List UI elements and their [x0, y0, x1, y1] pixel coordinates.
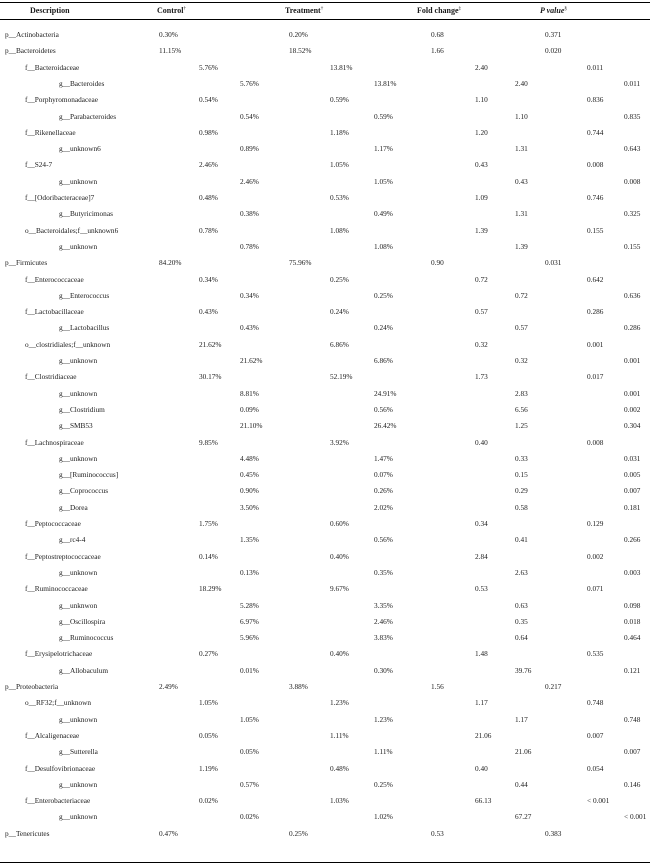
p-value: 0.098 — [624, 600, 641, 610]
control-value: 2.49% — [159, 682, 178, 691]
p-value: 0.002 — [624, 404, 641, 414]
p-value: 0.005 — [624, 470, 641, 480]
control-value: 2.46% — [199, 160, 218, 170]
row-label: g__unknown — [59, 176, 98, 186]
control-value: 5.28% — [240, 600, 259, 610]
control-value: 0.78% — [240, 241, 259, 251]
p-value: 0.535 — [587, 649, 604, 659]
fold-change-value: 1.56 — [431, 682, 444, 691]
treatment-value: 0.26% — [374, 486, 393, 496]
treatment-value: 0.25% — [289, 828, 308, 838]
p-value: 0.007 — [587, 730, 604, 740]
fold-change-value: 0.72 — [515, 290, 528, 300]
header-p-value: P value§ — [540, 6, 567, 15]
row-label: o__clostridiales;f__unknown — [25, 339, 111, 349]
fold-change-value: 0.53 — [431, 828, 444, 838]
p-value: 0.748 — [587, 698, 604, 708]
treatment-value: 3.35% — [374, 600, 393, 610]
row-label: f__Enterobacteriaceae — [25, 796, 91, 806]
row-label: p__Proteobacteria — [5, 682, 59, 691]
fold-change-value: 1.73 — [475, 372, 488, 382]
control-value: 0.90% — [240, 486, 259, 496]
row-label: g__Bacteroides — [59, 78, 105, 88]
fold-change-value: 2.40 — [515, 78, 528, 88]
fold-change-value: 0.58 — [515, 502, 528, 512]
row-label: g__SMB53 — [59, 421, 93, 431]
p-value: 0.383 — [545, 828, 562, 838]
p-value: 0.304 — [624, 421, 641, 431]
row-label: f__Peptococcaceae — [25, 519, 81, 528]
row-label: g__unknwon — [59, 600, 98, 610]
row-label: o__RF32;f__unknown — [25, 698, 92, 708]
row-label: g__unknown — [59, 356, 98, 365]
treatment-value: 3.92% — [330, 437, 349, 447]
treatment-value: 0.24% — [330, 307, 349, 317]
control-value: 18.29% — [199, 584, 222, 594]
fold-change-value: 0.68 — [431, 30, 444, 39]
control-value: 0.02% — [199, 796, 218, 806]
treatment-value: 1.17% — [374, 144, 393, 154]
treatment-value: 2.02% — [374, 502, 393, 512]
fold-change-value: 0.57 — [475, 307, 488, 317]
treatment-value: 3.88% — [289, 682, 308, 691]
row-label: g__Sutterella — [59, 747, 98, 757]
treatment-value: 1.11% — [374, 747, 393, 757]
treatment-value: 0.56% — [374, 404, 393, 414]
treatment-value: 24.91% — [374, 388, 397, 398]
fold-change-value: 2.84 — [475, 551, 488, 561]
p-value: < 0.001 — [624, 812, 647, 822]
row-label: g__[Ruminococcus] — [59, 470, 119, 480]
fold-change-value: 1.20 — [475, 127, 488, 137]
treatment-value: 1.05% — [374, 176, 393, 186]
fold-change-value: 0.64 — [515, 633, 528, 643]
control-value: 21.62% — [199, 339, 222, 349]
treatment-value: 1.11% — [330, 730, 349, 740]
control-value: 0.48% — [199, 193, 218, 202]
row-label: f__Alcaligenaceae — [25, 730, 80, 740]
p-value: 0.002 — [587, 551, 604, 561]
fold-change-value: 0.40 — [475, 763, 488, 773]
fold-change-value: 1.66 — [431, 46, 444, 56]
fold-change-value: 1.17 — [475, 698, 488, 708]
row-label: g__unknown6 — [59, 144, 101, 154]
p-value: 0.146 — [624, 779, 641, 789]
row-label: f__Porphyromonadaceae — [25, 95, 98, 105]
fold-change-value: 39.76 — [515, 665, 532, 675]
p-value: 0.001 — [587, 339, 604, 349]
control-value: 0.43% — [240, 323, 259, 333]
row-label: f__Peptostreptococcaceae — [25, 551, 101, 561]
p-value: 0.325 — [624, 209, 641, 219]
control-value: 1.75% — [199, 519, 218, 528]
treatment-value: 1.18% — [330, 127, 349, 137]
fold-change-value: 0.15 — [515, 470, 528, 480]
fold-change-value: 2.83 — [515, 388, 528, 398]
fold-change-value: 0.40 — [475, 437, 488, 447]
treatment-value: 0.59% — [374, 111, 393, 121]
control-value: 0.13% — [240, 567, 259, 577]
fold-change-value: 0.41 — [515, 535, 528, 545]
row-label: f__Lachnospiraceae — [25, 437, 84, 447]
top-rule — [0, 2, 650, 3]
row-label: f__Ruminococcaceae — [25, 584, 88, 594]
p-value: 0.011 — [624, 78, 641, 88]
fold-change-value: 1.31 — [515, 144, 528, 154]
control-value: 21.10% — [240, 421, 263, 431]
treatment-value: 13.81% — [330, 62, 353, 72]
fold-change-value: 66.13 — [475, 796, 492, 806]
fold-change-value: 1.48 — [475, 649, 488, 659]
p-value: 0.748 — [624, 714, 641, 724]
row-label: g__Oscillospira — [59, 616, 106, 626]
row-label: f__[Odoribacteraceae]7 — [25, 193, 95, 202]
control-value: 0.05% — [240, 747, 259, 757]
bottom-rule — [0, 862, 650, 863]
fold-change-value: 1.10 — [515, 111, 528, 121]
row-label: f__Enterococcaceae — [25, 274, 84, 284]
header-description: Description — [30, 6, 70, 15]
control-value: 0.54% — [240, 111, 259, 121]
control-value: 5.76% — [199, 62, 218, 72]
treatment-value: 6.86% — [330, 339, 349, 349]
control-value: 0.09% — [240, 404, 259, 414]
control-value: 84.20% — [159, 258, 182, 268]
treatment-value: 1.03% — [330, 796, 349, 806]
control-value: 0.47% — [159, 828, 178, 838]
control-value: 0.57% — [240, 779, 259, 789]
control-value: 0.01% — [240, 665, 259, 675]
treatment-value: 0.25% — [330, 274, 349, 284]
header-treatment: Treatment† — [285, 6, 324, 15]
control-value: 0.30% — [159, 30, 178, 39]
treatment-value: 52.19% — [330, 372, 353, 382]
fold-change-value: 0.43 — [475, 160, 488, 170]
row-label: g__unknown — [59, 241, 98, 251]
treatment-value: 0.48% — [330, 763, 349, 773]
fold-change-value: 0.90 — [431, 258, 444, 268]
p-value: 0.008 — [587, 437, 604, 447]
control-value: 6.97% — [240, 616, 259, 626]
fold-change-value: 1.39 — [515, 241, 528, 251]
row-label: g__Allobaculum — [59, 665, 109, 675]
control-value: 2.46% — [240, 176, 259, 186]
p-value: 0.155 — [624, 241, 641, 251]
fold-change-value: 0.29 — [515, 486, 528, 496]
fold-change-value: 0.35 — [515, 616, 528, 626]
treatment-value: 0.59% — [330, 95, 349, 105]
p-value: 0.835 — [624, 111, 641, 121]
row-label: f__Erysipelotrichaceae — [25, 649, 93, 659]
treatment-value: 0.30% — [374, 665, 393, 675]
p-value: 0.121 — [624, 665, 641, 675]
treatment-value: 0.25% — [374, 779, 393, 789]
fold-change-value: 0.72 — [475, 274, 488, 284]
p-value: < 0.001 — [587, 796, 610, 806]
treatment-value: 1.05% — [330, 160, 349, 170]
row-label: f__S24-7 — [25, 160, 53, 170]
p-value: 0.001 — [624, 356, 641, 365]
fold-change-value: 0.32 — [515, 356, 528, 365]
control-value: 0.27% — [199, 649, 218, 659]
row-label: g__unknown — [59, 714, 98, 724]
p-value: 0.017 — [587, 372, 604, 382]
p-value: 0.018 — [624, 616, 641, 626]
row-label: p__Tenericutes — [5, 828, 50, 838]
row-label: f__Clostridiaceae — [25, 372, 77, 382]
p-value: 0.155 — [587, 225, 604, 235]
p-value: 0.643 — [624, 144, 641, 154]
treatment-value: 1.47% — [374, 453, 393, 463]
control-value: 0.34% — [240, 290, 259, 300]
fold-change-value: 1.31 — [515, 209, 528, 219]
control-value: 0.54% — [199, 95, 218, 105]
row-label: p__Bacteroidetes — [5, 46, 56, 56]
p-value: 0.464 — [624, 633, 641, 643]
control-value: 4.48% — [240, 453, 259, 463]
p-value: 0.054 — [587, 763, 604, 773]
treatment-value: 1.23% — [374, 714, 393, 724]
control-value: 8.81% — [240, 388, 259, 398]
row-label: g__Dorea — [59, 502, 88, 512]
p-value: 0.003 — [624, 567, 641, 577]
header-control: Control† — [157, 6, 187, 15]
p-value: 0.020 — [545, 46, 562, 56]
control-value: 1.05% — [199, 698, 218, 708]
fold-change-value: 2.40 — [475, 62, 488, 72]
row-label: f__Desulfovibrionaceae — [25, 763, 96, 773]
fold-change-value: 1.39 — [475, 225, 488, 235]
treatment-value: 0.20% — [289, 30, 308, 39]
treatment-value: 1.02% — [374, 812, 393, 822]
treatment-value: 1.08% — [374, 241, 393, 251]
control-value: 0.43% — [199, 307, 218, 317]
control-value: 5.96% — [240, 633, 259, 643]
treatment-value: 0.25% — [374, 290, 393, 300]
treatment-value: 9.67% — [330, 584, 349, 594]
row-label: g__Butyricimonas — [59, 209, 113, 219]
fold-change-value: 0.33 — [515, 453, 528, 463]
p-value: 0.008 — [587, 160, 604, 170]
fold-change-value: 1.10 — [475, 95, 488, 105]
p-value: 0.266 — [624, 535, 641, 545]
control-value: 3.50% — [240, 502, 259, 512]
p-value: 0.181 — [624, 502, 641, 512]
row-label: p__Firmicutes — [5, 258, 48, 268]
treatment-value: 1.23% — [330, 698, 349, 708]
fold-change-value: 6.56 — [515, 404, 528, 414]
treatment-value: 75.96% — [289, 258, 312, 268]
p-value: 0.636 — [624, 290, 641, 300]
row-label: f__Lactobacillaceae — [25, 307, 84, 317]
row-label: g__unknown — [59, 453, 98, 463]
header-fold-change: Fold change‡ — [417, 6, 462, 15]
row-label: o__Bacteroidales;f__unknown6 — [25, 225, 119, 235]
fold-change-value: 0.43 — [515, 176, 528, 186]
row-label: g__Parabacteroides — [59, 111, 117, 121]
p-value: 0.286 — [587, 307, 604, 317]
treatment-value: 3.83% — [374, 633, 393, 643]
p-value: 0.746 — [587, 193, 604, 202]
control-value: 30.17% — [199, 372, 222, 382]
control-value: 5.76% — [240, 78, 259, 88]
treatment-value: 0.07% — [374, 470, 393, 480]
treatment-value: 1.08% — [330, 225, 349, 235]
fold-change-value: 0.34 — [475, 519, 488, 528]
row-label: f__Rikenellaceae — [25, 127, 76, 137]
row-label: g__unknown — [59, 567, 98, 577]
p-value: 0.031 — [624, 453, 641, 463]
treatment-value: 13.81% — [374, 78, 397, 88]
fold-change-value: 1.09 — [475, 193, 488, 202]
fold-change-value: 21.06 — [475, 730, 492, 740]
row-label: g__rc4-4 — [59, 535, 86, 545]
control-value: 0.98% — [199, 127, 218, 137]
row-label: g__Enterococcus — [59, 290, 110, 300]
row-label: g__Lactobacillus — [59, 323, 110, 333]
p-value: 0.031 — [545, 258, 562, 268]
header-rule — [0, 19, 650, 20]
p-value: 0.642 — [587, 274, 604, 284]
control-value: 0.89% — [240, 144, 259, 154]
p-value: 0.011 — [587, 62, 604, 72]
p-value: 0.129 — [587, 519, 604, 528]
row-label: g__unknown — [59, 388, 98, 398]
treatment-value: 0.24% — [374, 323, 393, 333]
row-label: f__Bacteroidaceae — [25, 62, 80, 72]
control-value: 0.02% — [240, 812, 259, 822]
control-value: 0.38% — [240, 209, 259, 219]
row-label: g__Clostridium — [59, 404, 105, 414]
treatment-value: 0.53% — [330, 193, 349, 202]
fold-change-value: 0.44 — [515, 779, 528, 789]
control-value: 1.05% — [240, 714, 259, 724]
fold-change-value: 0.53 — [475, 584, 488, 594]
treatment-value: 0.49% — [374, 209, 393, 219]
row-label: g__unknown — [59, 812, 98, 822]
fold-change-value: 0.57 — [515, 323, 528, 333]
p-value: 0.007 — [624, 486, 641, 496]
control-value: 9.85% — [199, 437, 218, 447]
p-value: 0.371 — [545, 30, 562, 39]
fold-change-value: 21.06 — [515, 747, 532, 757]
control-value: 0.14% — [199, 551, 218, 561]
p-value: 0.286 — [624, 323, 641, 333]
row-label: g__Ruminococcus — [59, 633, 114, 643]
fold-change-value: 0.63 — [515, 600, 528, 610]
treatment-value: 26.42% — [374, 421, 397, 431]
control-value: 21.62% — [240, 356, 263, 365]
p-value: 0.007 — [624, 747, 641, 757]
row-label: g__unknown — [59, 779, 98, 789]
control-value: 0.45% — [240, 470, 259, 480]
control-value: 1.19% — [199, 763, 218, 773]
fold-change-value: 2.63 — [515, 567, 528, 577]
treatment-value: 0.40% — [330, 551, 349, 561]
fold-change-value: 1.25 — [515, 421, 528, 431]
treatment-value: 0.35% — [374, 567, 393, 577]
p-value: 0.744 — [587, 127, 604, 137]
row-label: g__Coprococcus — [59, 486, 109, 496]
treatment-value: 0.56% — [374, 535, 393, 545]
treatment-value: 2.46% — [374, 616, 393, 626]
p-value: 0.008 — [624, 176, 641, 186]
treatment-value: 18.52% — [289, 46, 312, 56]
fold-change-value: 0.32 — [475, 339, 488, 349]
treatment-value: 0.60% — [330, 519, 349, 528]
control-value: 0.05% — [199, 730, 218, 740]
row-label: p__Actinobacteria — [5, 30, 59, 39]
p-value: 0.071 — [587, 584, 604, 594]
control-value: 11.15% — [159, 46, 182, 56]
p-value: 0.001 — [624, 388, 641, 398]
p-value: 0.217 — [545, 682, 562, 691]
p-value: 0.836 — [587, 95, 604, 105]
control-value: 0.34% — [199, 274, 218, 284]
control-value: 1.35% — [240, 535, 259, 545]
fold-change-value: 67.27 — [515, 812, 532, 822]
treatment-value: 6.86% — [374, 356, 393, 365]
control-value: 0.78% — [199, 225, 218, 235]
fold-change-value: 1.17 — [515, 714, 528, 724]
treatment-value: 0.40% — [330, 649, 349, 659]
